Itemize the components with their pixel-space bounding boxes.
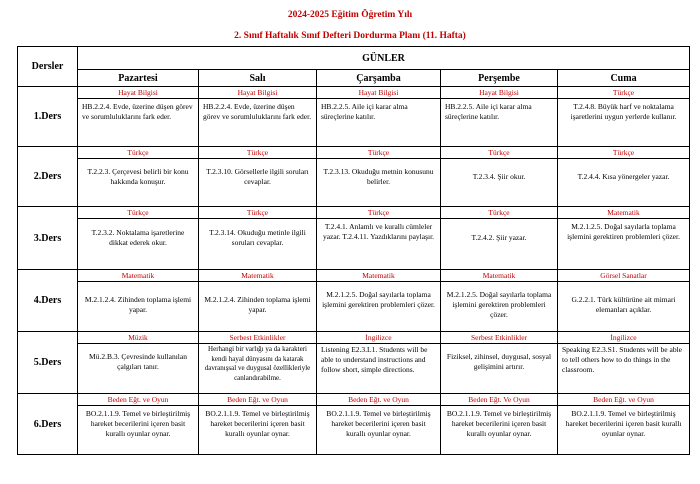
lesson-label: 2.Ders xyxy=(18,147,78,207)
lesson-cell xyxy=(558,147,690,207)
subject-name: Serbest Etkinlikler xyxy=(199,332,316,344)
lesson-cell xyxy=(317,332,441,394)
objective-text: M.2.1.2.4. Zihinden toplama işlemi yapar. xyxy=(204,295,311,314)
subject-name: Türkçe xyxy=(558,147,689,159)
table-row xyxy=(18,394,690,455)
subject-name: Serbest Etkinlikler xyxy=(441,332,557,344)
subject-name: Türkçe xyxy=(441,147,557,159)
subject-name: Matematik xyxy=(558,207,689,219)
lesson-cell xyxy=(558,270,690,332)
lesson-cell xyxy=(199,147,317,207)
table-row xyxy=(18,332,690,394)
lesson-cell xyxy=(78,394,199,455)
objective-text: BO.2.1.1.9. Temel ve birleştirilmiş hareket becerilerini içeren basit kurallı oyunlar oynar. xyxy=(326,409,431,438)
lesson-cell xyxy=(317,87,441,147)
objective-text: Fiziksel, zihinsel, duygusal, sosyal gelişimini artırır. xyxy=(446,352,552,371)
subject-name: Hayat Bilgisi xyxy=(199,87,316,99)
lesson-cell xyxy=(199,270,317,332)
objective-text: HB.2.2.4. Evde, üzerine düşen görev ve sorumluluklarını fark eder. xyxy=(82,102,193,121)
subject-name: Matematik xyxy=(78,270,198,282)
lesson-cell xyxy=(199,394,317,455)
subject-name: Türkçe xyxy=(78,207,198,219)
lesson-cell xyxy=(558,332,690,394)
gunler-header: GÜNLER xyxy=(78,47,690,70)
lesson-cell xyxy=(78,87,199,147)
weekly-plan-table xyxy=(17,46,690,455)
subject-name: Türkçe xyxy=(199,207,316,219)
table-row xyxy=(18,207,690,270)
subject-name: Görsel Sanatlar xyxy=(558,270,689,282)
objective-text: T.2.3.10. Görsellerle ilgili soruları cevaplar. xyxy=(206,167,309,186)
subject-name: Beden Eğt. Ve Oyun xyxy=(441,394,557,406)
lesson-cell xyxy=(78,270,199,332)
lesson-label: 6.Ders xyxy=(18,394,78,455)
objective-text: T.2.3.14. Okuduğu metinle ilgili soruları cevaplar. xyxy=(209,228,306,247)
subject-name: Hayat Bilgisi xyxy=(441,87,557,99)
objective-text: T.2.3.13. Okuduğu metnin konusunu belirler. xyxy=(323,167,434,186)
lesson-cell xyxy=(441,332,558,394)
lesson-cell xyxy=(317,394,441,455)
subject-name: İngilizce xyxy=(558,332,689,344)
objective-text: G.2.2.1. Türk kültürüne ait mimari elemanları açıklar. xyxy=(571,295,676,314)
subject-name: Müzik xyxy=(78,332,198,344)
objective-text: BO.2.1.1.9. Temel ve birleştirilmiş hareket becerilerini içeren basit kurallı oyunlar oynar. xyxy=(205,409,310,438)
lesson-cell xyxy=(558,87,690,147)
objective-text: T.2.2.3. Çerçevesi belirli bir konu hakkında konuşur. xyxy=(87,167,189,186)
subject-name: Hayat Bilgisi xyxy=(317,87,440,99)
lesson-label: 5.Ders xyxy=(18,332,78,394)
subject-name: Beden Eğt. ve Oyun xyxy=(78,394,198,406)
objective-text: Herhangi bir varlığı ya da karakteri kendi hayal dünyasını da katarak davranışsal ve duygusal özellikleriyle canlandırabilme. xyxy=(204,345,311,382)
day-header-thursday: Perşembe xyxy=(441,70,558,87)
objective-text: BO.2.1.1.9. Temel ve birleştirilmiş hareket becerilerini içeren basit kurallı oyunlar oynar. xyxy=(446,409,552,438)
year-title: 2024-2025 Eğitim Öğretim Yılı xyxy=(287,10,413,20)
day-header-friday: Cuma xyxy=(558,70,690,87)
objective-text: BO.2.1.1.9. Temel ve birleştirilmiş hareket becerilerini içeren basit kurallı oyunlar oynar. xyxy=(565,409,682,438)
subject-name: Türkçe xyxy=(317,147,440,159)
objective-text: T.2.4.2. Şiir yazar. xyxy=(471,233,527,242)
lesson-cell xyxy=(317,207,441,270)
objective-text: T.2.4.4. Kısa yönergeler yazar. xyxy=(577,172,670,181)
day-header-monday: Pazartesi xyxy=(78,70,199,87)
dersler-header: Dersler xyxy=(18,47,78,87)
objective-text: Speaking E2.3.S1. Students will be able to tell others how to do things in the classroom. xyxy=(562,345,682,374)
lesson-cell xyxy=(78,147,199,207)
objective-text: Mü.2.B.3. Çevresinde kullanılan çalgıları tanır. xyxy=(89,352,187,371)
objective-text: BO.2.1.1.9. Temel ve birleştirilmiş hareket becerilerini içeren basit kurallı oyunlar oynar. xyxy=(85,409,191,438)
lesson-cell xyxy=(441,270,558,332)
subject-name: İngilizce xyxy=(317,332,440,344)
objective-text: M.2.1.2.5. Doğal sayılarla toplama işlemini gerektiren problemleri çözer. xyxy=(322,290,435,309)
subject-name: Matematik xyxy=(317,270,440,282)
lesson-cell xyxy=(558,207,690,270)
subject-name: Türkçe xyxy=(199,147,316,159)
lesson-cell xyxy=(441,87,558,147)
lesson-cell xyxy=(199,87,317,147)
subject-name: Türkçe xyxy=(441,207,557,219)
lesson-label: 1.Ders xyxy=(18,87,78,147)
plan-title: 2. Sınıf Haftalık Sınıf Defteri Dordurma Planı (11. Hafta) xyxy=(234,31,466,41)
objective-text: T.2.4.1. Anlamlı ve kurallı cümleler yazar. T.2.4.11. Yazdıklarını paylaşır. xyxy=(322,222,435,241)
lesson-cell xyxy=(441,207,558,270)
day-header-tuesday: Salı xyxy=(199,70,317,87)
objective-text: T.2.4.8. Büyük harf ve noktalama işaretlerini uygun yerlerde kullanır. xyxy=(570,102,677,121)
day-header-wednesday: Çarşamba xyxy=(317,70,441,87)
subject-name: Beden Eğt. ve Oyun xyxy=(558,394,689,406)
table-row xyxy=(18,270,690,332)
lesson-cell xyxy=(441,147,558,207)
subject-name: Matematik xyxy=(199,270,316,282)
subject-name: Türkçe xyxy=(317,207,440,219)
objective-text: HB.2.2.5. Aile içi karar alma süreçlerine katılır. xyxy=(321,102,408,121)
lesson-cell xyxy=(317,270,441,332)
lesson-label: 4.Ders xyxy=(18,270,78,332)
lesson-cell xyxy=(199,332,317,394)
subject-name: Matematik xyxy=(441,270,557,282)
lesson-cell xyxy=(558,394,690,455)
table-row xyxy=(18,87,690,147)
objective-text: HB.2.2.5. Aile içi karar alma süreçlerine katılır. xyxy=(445,102,532,121)
table-row xyxy=(18,147,690,207)
lesson-cell xyxy=(317,147,441,207)
objective-text: HB.2.2.4. Evde, üzerine düşen görev ve sorumluluklarını fark eder. xyxy=(203,102,312,121)
lesson-cell xyxy=(441,394,558,455)
subject-name: Beden Eğt. ve Oyun xyxy=(199,394,316,406)
subject-name: Hayat Bilgisi xyxy=(78,87,198,99)
objective-text: M.2.1.2.5. Doğal sayılarla toplama işlemini gerektiren problemleri çözer. xyxy=(567,222,680,241)
lesson-label: 3.Ders xyxy=(18,207,78,270)
lesson-cell xyxy=(199,207,317,270)
lesson-cell xyxy=(78,332,199,394)
lesson-cell xyxy=(78,207,199,270)
objective-text: T.2.3.4. Şiir okur. xyxy=(472,172,526,181)
subject-name: Türkçe xyxy=(78,147,198,159)
objective-text: T.2.3.2. Noktalama işaretlerine dikkat ederek okur. xyxy=(91,228,185,247)
objective-text: Listening E2.3.L1. Students will be able to understand instructions and follow short, simple directions. xyxy=(321,345,428,374)
subject-name: Beden Eğt. ve Oyun xyxy=(317,394,440,406)
objective-text: M.2.1.2.4. Zihinden toplama işlemi yapar. xyxy=(84,295,192,314)
objective-text: M.2.1.2.5. Doğal sayılarla toplama işlemini gerektiren problemleri çözer. xyxy=(446,290,552,319)
subject-name: Türkçe xyxy=(558,87,689,99)
